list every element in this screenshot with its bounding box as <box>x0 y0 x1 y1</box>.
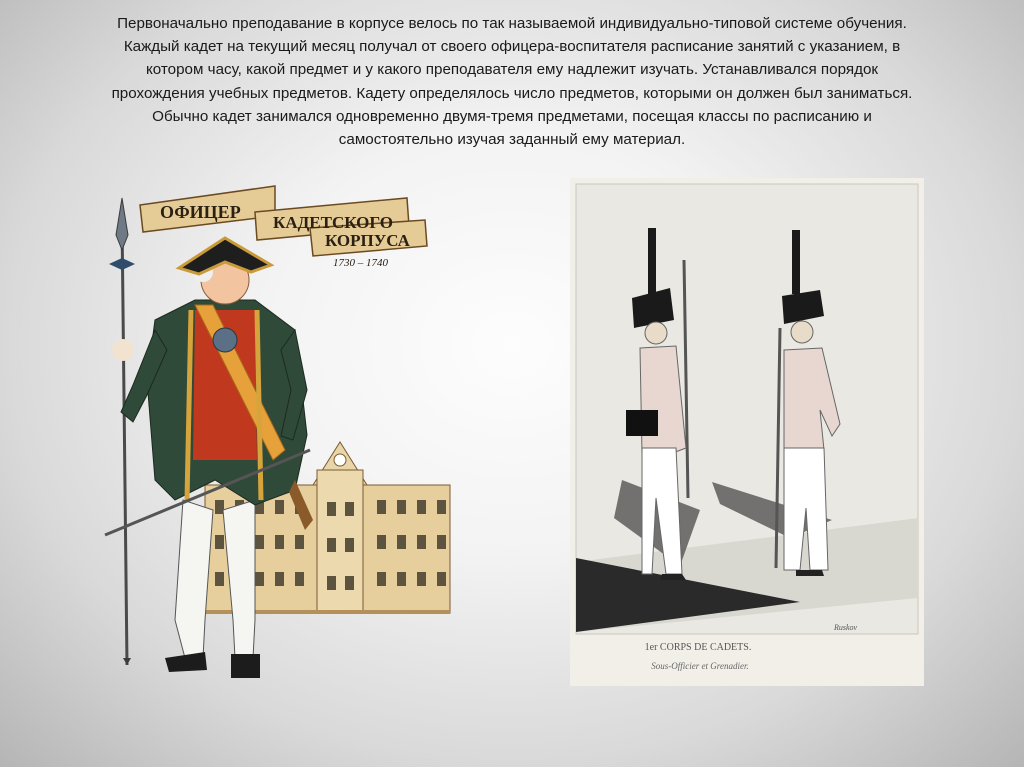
spontoon-icon <box>109 198 135 665</box>
text-line: котором часу, какой предмет и у какого преподавателя ему надлежит изучать. Устанавливался порядок <box>145 61 879 79</box>
slide-text <box>40 12 984 151</box>
banner-line1: ОФИЦЕР <box>160 202 241 222</box>
text-line: Каждый кадет на текущий месяц получал от своего офицера-воспитателя расписание занятий с указанием, в <box>123 38 901 56</box>
engraver-signature: Ruskov <box>834 623 858 632</box>
text-line: Обычно кадет занимался одновременно двумя-тремя предметами, посещая классы по расписанию и <box>152 107 872 125</box>
engraving-illustration <box>570 178 924 686</box>
caption-title: 1er CORPS DE CADETS. <box>644 642 752 653</box>
banner-line3: КОРПУСА <box>325 231 410 250</box>
caption-subtitle: Sous-Officier et Grenadier. <box>651 661 749 671</box>
text-line: Первоначально преподавание в корпусе велось по так называемой индивидуально-типовой системе обучения. <box>117 15 907 32</box>
banner-line2: КАДЕТСКОГО <box>273 213 393 232</box>
years-label: 1730 – 1740 <box>333 257 388 269</box>
text-line: самостоятельно изучая заданный ему материал. <box>338 131 686 149</box>
text-line: прохождения учебных предметов. Кадету определялось число предметов, которыми он должен был заниматься. <box>111 84 913 102</box>
banner <box>140 186 427 269</box>
officer-illustration <box>95 180 455 690</box>
